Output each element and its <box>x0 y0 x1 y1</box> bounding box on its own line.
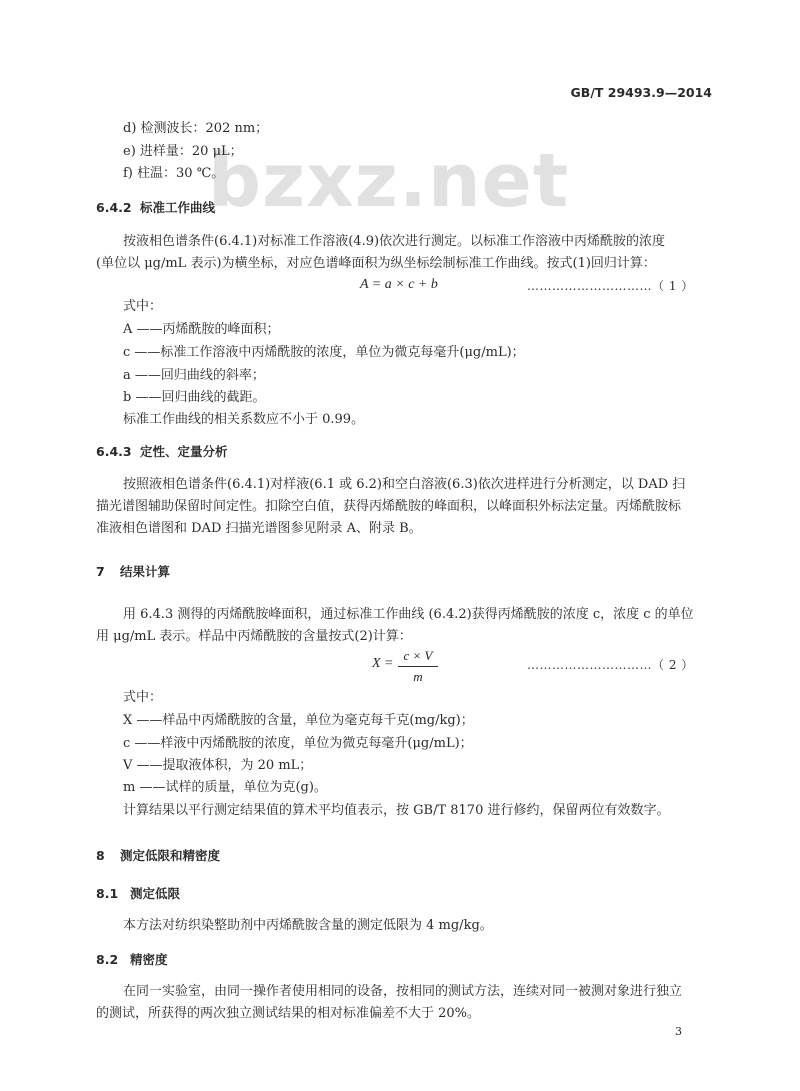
formula-number-2: …………………………（ 2 ） <box>527 658 694 672</box>
formula-2-numerator: c × V <box>403 648 433 663</box>
section-number-81: 8.1 <box>96 886 119 901</box>
formula-2-fraction <box>398 648 438 685</box>
paragraph-line: 用 6.4.3 测得的丙烯酰胺峰面积，通过标准工作曲线 (6.4.2)获得丙烯酰胺的浓度 c，浓度 c 的单位 <box>123 607 694 622</box>
section-number-642: 6.4.2 <box>96 200 132 215</box>
paragraph-line: 的测试，所获得的两次独立测试结果的相对标准偏差不大于 20%。 <box>96 1006 481 1021</box>
section-title-7: 结果计算 <box>120 564 171 579</box>
paragraph-line: 按照液相色谱条件(6.4.1)对样液(6.1 或 6.2)和空白溶液(6.3)依次进样进行分析测定，以 DAD 扫 <box>123 477 686 492</box>
formula-number-1: …………………………（ 1 ） <box>527 279 694 293</box>
section-number-7: 7 <box>96 564 105 579</box>
section-number-643: 6.4.3 <box>96 444 132 459</box>
formula-2-denominator: m <box>413 669 423 684</box>
section-title-643: 定性、定量分析 <box>140 444 228 459</box>
section-title-642: 标准工作曲线 <box>140 200 216 215</box>
fraction-bar <box>398 666 438 667</box>
definition-item: c ——样液中丙烯酰胺的浓度，单位为微克每毫升(μg/mL)； <box>123 736 473 751</box>
definition-item: X ——样品中丙烯酰胺的含量，单位为毫克每千克(mg/kg)； <box>123 713 474 728</box>
definition-item: b ——回归曲线的截距。 <box>123 390 266 405</box>
page-number: 3 <box>675 1025 682 1038</box>
formula-1: A = a × c + b <box>360 277 438 292</box>
definition-item: A ——丙烯酰胺的峰面积； <box>123 322 280 337</box>
paragraph-line: 本方法对纺织染整助剂中丙烯酰胺含量的测定低限为 4 mg/kg。 <box>123 918 493 933</box>
section-number-8: 8 <box>96 848 105 863</box>
definition-item: a ——回归曲线的斜率； <box>123 368 265 383</box>
paragraph-line: 描光谱图辅助保留时间定性。扣除空白值，获得丙烯酰胺的峰面积，以峰面积外标法定量。丙烯酰胺标 <box>96 499 682 514</box>
definition-item: V ——提取液体积，为 20 mL； <box>123 758 313 773</box>
section-title-82: 精密度 <box>130 952 168 967</box>
where-label: 式中： <box>123 690 163 705</box>
paragraph-line: (单位以 μg/mL 表示)为横坐标，对应色谱峰面积为纵坐标绘制标准工作曲线。按式(1)回归计算： <box>96 256 656 271</box>
list-item-f: f) 柱温：30 ℃。 <box>123 166 225 181</box>
paragraph-line: 在同一实验室，由同一操作者使用相同的设备，按相同的测试方法，连续对同一被测对象进行独立 <box>123 984 683 999</box>
note-text: 计算结果以平行测定结果值的算术平均值表示，按 GB/T 8170 进行修约，保留两位有效数字。 <box>123 803 670 818</box>
standard-number: GB/T 29493.9—2014 <box>570 85 712 100</box>
definition-item: m ——试样的质量，单位为克(g)。 <box>123 780 327 795</box>
watermark: bzxz.net <box>208 138 570 224</box>
paragraph-line: 按液相色谱条件(6.4.1)对标准工作溶液(4.9)依次进行测定。以标准工作溶液中丙烯酰胺的浓度 <box>123 234 666 249</box>
list-item-d: d) 检测波长：202 nm； <box>123 121 269 136</box>
section-title-81: 测定低限 <box>130 886 181 901</box>
where-label: 式中： <box>123 299 163 314</box>
paragraph-line: 准液相色谱图和 DAD 扫描光谱图参见附录 A、附录 B。 <box>96 521 422 536</box>
section-title-8: 测定低限和精密度 <box>120 848 221 863</box>
formula-2-lhs: X = <box>372 656 394 671</box>
list-item-e: e) 进样量：20 μL； <box>123 144 243 159</box>
section-number-82: 8.2 <box>96 952 119 967</box>
note-text: 标准工作曲线的相关系数应不小于 0.99。 <box>123 412 365 427</box>
paragraph-line: 用 μg/mL 表示。样品中丙烯酰胺的含量按式(2)计算： <box>96 629 412 644</box>
definition-item: c ——标准工作溶液中丙烯酰胺的浓度，单位为微克每毫升(μg/mL)； <box>123 345 525 360</box>
